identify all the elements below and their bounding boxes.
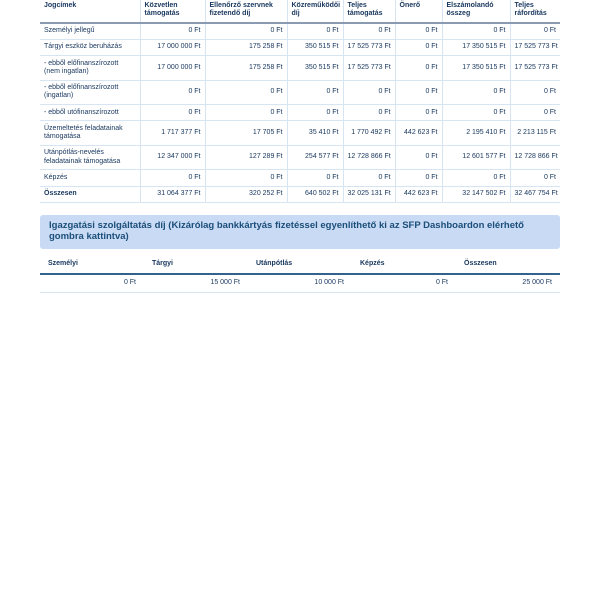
table-row bbox=[40, 186, 560, 202]
amount-cell: 0 Ft bbox=[287, 105, 343, 121]
row-label: Személyi jellegű bbox=[40, 23, 140, 40]
admin-fee-header-row bbox=[40, 256, 560, 274]
amount-cell: 0 Ft bbox=[442, 80, 510, 105]
amount-cell: 0 Ft bbox=[140, 80, 205, 105]
amount-cell: 0 Ft bbox=[395, 39, 442, 55]
table-row bbox=[40, 170, 560, 186]
table-row bbox=[40, 80, 560, 105]
fee-column-header: Utánpótlás bbox=[248, 256, 352, 274]
amount-cell: 350 515 Ft bbox=[287, 39, 343, 55]
amount-cell: 0 Ft bbox=[510, 170, 560, 186]
amount-cell: 175 258 Ft bbox=[205, 39, 287, 55]
amount-cell: 0 Ft bbox=[205, 105, 287, 121]
amount-cell: 0 Ft bbox=[343, 170, 395, 186]
amount-cell: 0 Ft bbox=[140, 105, 205, 121]
fee-column-header: Képzés bbox=[352, 256, 456, 274]
fee-amount-cell: 25 000 Ft bbox=[456, 274, 560, 293]
amount-cell: 12 728 866 Ft bbox=[343, 145, 395, 170]
fee-column-header: Személyi bbox=[40, 256, 144, 274]
funding-table-header-row bbox=[40, 0, 560, 23]
amount-cell: 0 Ft bbox=[343, 23, 395, 40]
amount-cell: 0 Ft bbox=[205, 170, 287, 186]
amount-cell: 1 717 377 Ft bbox=[140, 121, 205, 146]
amount-cell: 32 147 502 Ft bbox=[442, 186, 510, 202]
amount-cell: 17 350 515 Ft bbox=[442, 39, 510, 55]
admin-fee-table bbox=[40, 256, 560, 294]
row-label: - ebből előfinanszírozott (ingatlan) bbox=[40, 80, 140, 105]
amount-cell: 17 705 Ft bbox=[205, 121, 287, 146]
column-header: Önerő bbox=[395, 0, 442, 23]
fee-amount-cell: 0 Ft bbox=[40, 274, 144, 293]
amount-cell: 12 728 866 Ft bbox=[510, 145, 560, 170]
amount-cell: 12 347 000 Ft bbox=[140, 145, 205, 170]
amount-cell: 640 502 Ft bbox=[287, 186, 343, 202]
amount-cell: 0 Ft bbox=[205, 80, 287, 105]
amount-cell: 0 Ft bbox=[343, 80, 395, 105]
amount-cell: 0 Ft bbox=[395, 56, 442, 81]
table-row bbox=[40, 105, 560, 121]
amount-cell: 17 000 000 Ft bbox=[140, 39, 205, 55]
admin-fee-banner: Igazgatási szolgáltatás díj (Kizárólag bankkártyás fizetéssel egyenlíthető ki az SFP Dashboardon elérhető gombra kattintva) bbox=[40, 215, 560, 249]
amount-cell: 320 252 Ft bbox=[205, 186, 287, 202]
amount-cell: 0 Ft bbox=[140, 23, 205, 40]
table-row bbox=[40, 23, 560, 40]
table-row bbox=[40, 145, 560, 170]
row-label: Tárgyi eszköz beruházás bbox=[40, 39, 140, 55]
column-header: Közreműködői díj bbox=[287, 0, 343, 23]
row-label: - ebből utófinanszírozott bbox=[40, 105, 140, 121]
amount-cell: 0 Ft bbox=[395, 80, 442, 105]
amount-cell: 254 577 Ft bbox=[287, 145, 343, 170]
amount-cell: 0 Ft bbox=[510, 105, 560, 121]
report-page bbox=[40, 0, 560, 293]
fee-amount-cell: 10 000 Ft bbox=[248, 274, 352, 293]
funding-summary-table bbox=[40, 0, 560, 203]
column-header: Jogcímek bbox=[40, 0, 140, 23]
row-label: Képzés bbox=[40, 170, 140, 186]
amount-cell: 17 525 773 Ft bbox=[510, 39, 560, 55]
amount-cell: 0 Ft bbox=[140, 170, 205, 186]
amount-cell: 17 525 773 Ft bbox=[343, 39, 395, 55]
amount-cell: 0 Ft bbox=[395, 170, 442, 186]
funding-table-body bbox=[40, 23, 560, 203]
amount-cell: 17 350 515 Ft bbox=[442, 56, 510, 81]
amount-cell: 0 Ft bbox=[442, 105, 510, 121]
amount-cell: 0 Ft bbox=[287, 23, 343, 40]
amount-cell: 17 000 000 Ft bbox=[140, 56, 205, 81]
amount-cell: 17 525 773 Ft bbox=[343, 56, 395, 81]
row-label: Utánpótlás-nevelés feladatainak támogatása bbox=[40, 145, 140, 170]
amount-cell: 0 Ft bbox=[395, 23, 442, 40]
amount-cell: 0 Ft bbox=[205, 23, 287, 40]
amount-cell: 442 623 Ft bbox=[395, 186, 442, 202]
amount-cell: 12 601 577 Ft bbox=[442, 145, 510, 170]
table-row bbox=[40, 121, 560, 146]
column-header: Teljes támogatás bbox=[343, 0, 395, 23]
amount-cell: 0 Ft bbox=[395, 145, 442, 170]
table-row bbox=[40, 39, 560, 55]
row-label: - ebből előfinanszírozott (nem ingatlan) bbox=[40, 56, 140, 81]
column-header: Teljes ráfordítás bbox=[510, 0, 560, 23]
column-header: Elszámolandó összeg bbox=[442, 0, 510, 23]
amount-cell: 2 195 410 Ft bbox=[442, 121, 510, 146]
fee-amount-cell: 0 Ft bbox=[352, 274, 456, 293]
amount-cell: 175 258 Ft bbox=[205, 56, 287, 81]
table-row bbox=[40, 56, 560, 81]
amount-cell: 0 Ft bbox=[442, 23, 510, 40]
amount-cell: 442 623 Ft bbox=[395, 121, 442, 146]
amount-cell: 32 467 754 Ft bbox=[510, 186, 560, 202]
fee-amount-cell: 15 000 Ft bbox=[144, 274, 248, 293]
amount-cell: 0 Ft bbox=[287, 80, 343, 105]
amount-cell: 0 Ft bbox=[442, 170, 510, 186]
row-label: Összesen bbox=[40, 186, 140, 202]
amount-cell: 0 Ft bbox=[510, 80, 560, 105]
amount-cell: 35 410 Ft bbox=[287, 121, 343, 146]
amount-cell: 350 515 Ft bbox=[287, 56, 343, 81]
column-header: Közvetlen támogatás bbox=[140, 0, 205, 23]
amount-cell: 1 770 492 Ft bbox=[343, 121, 395, 146]
fee-column-header: Tárgyi bbox=[144, 256, 248, 274]
amount-cell: 2 213 115 Ft bbox=[510, 121, 560, 146]
amount-cell: 31 064 377 Ft bbox=[140, 186, 205, 202]
amount-cell: 0 Ft bbox=[510, 23, 560, 40]
admin-fee-value-row bbox=[40, 274, 560, 293]
amount-cell: 0 Ft bbox=[395, 105, 442, 121]
amount-cell: 32 025 131 Ft bbox=[343, 186, 395, 202]
amount-cell: 127 289 Ft bbox=[205, 145, 287, 170]
amount-cell: 0 Ft bbox=[343, 105, 395, 121]
column-header: Ellenőrző szervnek fizetendő díj bbox=[205, 0, 287, 23]
amount-cell: 0 Ft bbox=[287, 170, 343, 186]
row-label: Üzemeltetés feladatainak támogatása bbox=[40, 121, 140, 146]
fee-column-header: Összesen bbox=[456, 256, 560, 274]
amount-cell: 17 525 773 Ft bbox=[510, 56, 560, 81]
